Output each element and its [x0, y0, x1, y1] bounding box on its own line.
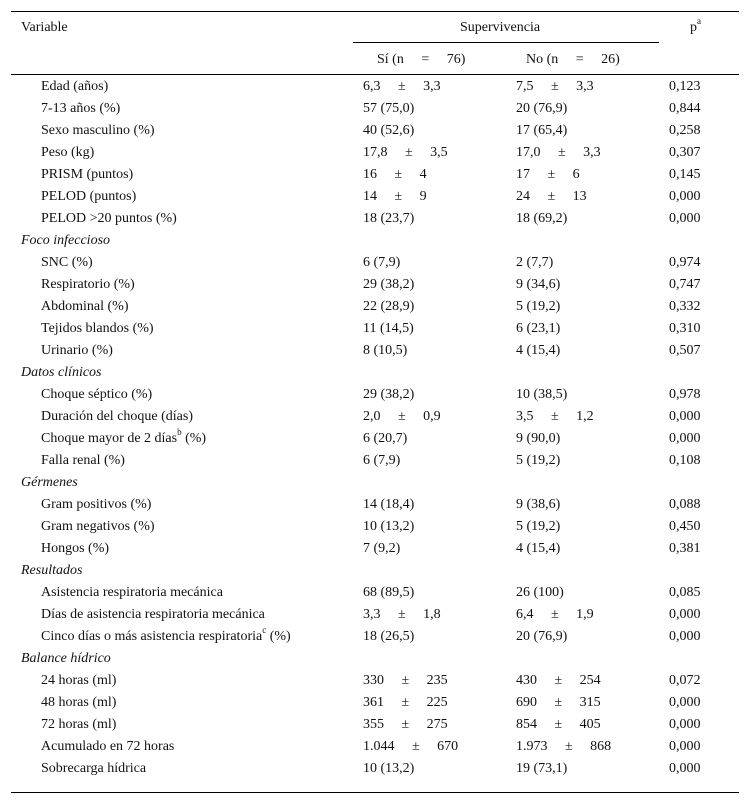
variable-text: Respiratorio (%): [41, 277, 135, 292]
table-row: [11, 692, 739, 714]
variable-text: Peso (kg): [41, 145, 95, 160]
value-si: 29 (38,2): [363, 277, 415, 292]
table-row: [11, 340, 739, 362]
variable-label: [41, 296, 128, 318]
table-row: [11, 428, 739, 450]
p-value: 0,978: [669, 387, 701, 402]
table-row: [11, 142, 739, 164]
value-no: 17 ± 6: [516, 167, 580, 182]
table-row: [11, 582, 739, 604]
value-no: 17,0 ± 3,3: [516, 145, 601, 160]
variable-text: Asistencia respiratoria mecánica: [41, 585, 223, 600]
table-row: [11, 252, 739, 274]
header-p: [690, 16, 701, 36]
variable-label: [41, 164, 133, 186]
table-row: [11, 274, 739, 296]
value-no: 1.973 ± 868: [516, 739, 612, 754]
table-row: [11, 164, 739, 186]
p-value: 0,000: [669, 739, 701, 754]
header-supervivencia: Supervivencia: [460, 20, 541, 35]
variable-text: PELOD >20 puntos (%): [41, 211, 177, 226]
table-row: [11, 538, 739, 560]
value-no: 4 (15,4): [516, 343, 561, 358]
p-value: 0,307: [669, 145, 701, 160]
p-value: 0,072: [669, 673, 701, 688]
value-si: 6 (7,9): [363, 255, 401, 270]
header-p-sup: a: [697, 16, 701, 27]
value-no: 9 (34,6): [516, 277, 561, 292]
value-si: 3,3 ± 1,8: [363, 607, 441, 622]
p-value: 0,000: [669, 695, 701, 710]
variable-label: [41, 626, 291, 648]
variable-label: [41, 384, 152, 406]
variable-text: Gram negativos (%): [41, 519, 155, 534]
table-row: [11, 98, 739, 120]
header-variable: Variable: [21, 20, 68, 35]
value-si: 57 (75,0): [363, 101, 415, 116]
p-value: 0,000: [669, 211, 701, 226]
variable-label: [41, 186, 136, 208]
variable-text: 48 horas (ml): [41, 695, 117, 710]
variable-label: [41, 538, 109, 560]
p-value: 0,747: [669, 277, 701, 292]
footnote-marker: b: [177, 427, 182, 438]
value-si: 8 (10,5): [363, 343, 408, 358]
value-no: 18 (69,2): [516, 211, 568, 226]
variable-label: [41, 714, 116, 736]
variable-text: Choque séptico (%): [41, 387, 153, 402]
value-si: 18 (23,7): [363, 211, 415, 226]
table-row: [11, 714, 739, 736]
variable-text: PELOD (puntos): [41, 189, 137, 204]
variable-text: PRISM (puntos): [41, 167, 134, 182]
p-value: 0,450: [669, 519, 701, 534]
variable-label: [41, 76, 108, 98]
section-label: Foco infeccioso: [21, 233, 111, 248]
variable-label: [41, 670, 116, 692]
variable-text: 24 horas (ml): [41, 673, 117, 688]
p-value: 0,000: [669, 607, 701, 622]
table-row: [11, 736, 739, 758]
value-si: 14 (18,4): [363, 497, 415, 512]
variable-text: Tejidos blandos (%): [41, 321, 154, 336]
variable-label: [41, 274, 135, 296]
variable-label: [41, 758, 146, 780]
variable-text: Sexo masculino (%): [41, 123, 155, 138]
table-row: [11, 758, 739, 780]
p-value: 0,000: [669, 761, 701, 776]
variable-label: [41, 494, 151, 516]
value-si: 1.044 ± 670: [363, 739, 459, 754]
variable-text: Acumulado en 72 horas: [41, 739, 175, 754]
header-si: Sí (n = 76): [377, 52, 466, 67]
value-no: 854 ± 405: [516, 717, 601, 732]
value-no: 5 (19,2): [516, 453, 561, 468]
variable-text: Hongos (%): [41, 541, 110, 556]
value-no: 20 (76,9): [516, 629, 568, 644]
table-row: [11, 494, 739, 516]
p-value: 0,145: [669, 167, 701, 182]
value-no: 6,4 ± 1,9: [516, 607, 594, 622]
value-no: 6 (23,1): [516, 321, 561, 336]
section-label: Gérmenes: [21, 475, 78, 490]
variable-label: [41, 736, 174, 758]
table-row: [11, 626, 739, 648]
section-row: [11, 362, 739, 384]
table-row: [11, 406, 739, 428]
p-value: 0,088: [669, 497, 701, 512]
value-no: 690 ± 315: [516, 695, 601, 710]
value-si: 68 (89,5): [363, 585, 415, 600]
variable-label: [41, 516, 155, 538]
value-si: 6 (20,7): [363, 431, 408, 446]
table-row: [11, 450, 739, 472]
value-si: 355 ± 275: [363, 717, 448, 732]
table-row: [11, 186, 739, 208]
p-value: 0,000: [669, 189, 701, 204]
variable-text: Cinco días o más asistencia respiratoria: [41, 629, 263, 644]
variable-text: Edad (años): [41, 79, 109, 94]
value-no: 9 (90,0): [516, 431, 561, 446]
variable-label: [41, 120, 155, 142]
table-row: [11, 516, 739, 538]
variable-text: Duración del choque (días): [41, 409, 193, 424]
value-no: 24 ± 13: [516, 189, 587, 204]
header-no: No (n = 26): [526, 52, 620, 67]
value-si: 6,3 ± 3,3: [363, 79, 441, 94]
p-value: 0,123: [669, 79, 701, 94]
value-no: 5 (19,2): [516, 299, 561, 314]
variable-label: [41, 692, 116, 714]
variable-text: Gram positivos (%): [41, 497, 152, 512]
p-value: 0,507: [669, 343, 701, 358]
variable-label: [41, 406, 193, 428]
value-si: 10 (13,2): [363, 761, 415, 776]
variable-text: Sobrecarga hídrica: [41, 761, 147, 776]
value-no: 4 (15,4): [516, 541, 561, 556]
value-si: 14 ± 9: [363, 189, 427, 204]
value-no: 2 (7,7): [516, 255, 554, 270]
variable-label: [41, 604, 265, 626]
table-row: [11, 604, 739, 626]
value-no: 3,5 ± 1,2: [516, 409, 594, 424]
table-row: [11, 208, 739, 230]
p-value: 0,000: [669, 629, 701, 644]
value-si: 6 (7,9): [363, 453, 401, 468]
variable-label: [41, 252, 93, 274]
p-value: 0,258: [669, 123, 701, 138]
value-si: 330 ± 235: [363, 673, 448, 688]
variable-text: Falla renal (%): [41, 453, 125, 468]
section-label: Datos clínicos: [21, 365, 102, 380]
section-label: Balance hídrico: [21, 651, 111, 666]
variable-label: [41, 318, 154, 340]
value-si: 11 (14,5): [363, 321, 414, 336]
section-label: Resultados: [21, 563, 83, 578]
value-si: 40 (52,6): [363, 123, 415, 138]
section-row: [11, 472, 739, 494]
value-no: 20 (76,9): [516, 101, 568, 116]
p-value: 0,381: [669, 541, 701, 556]
variable-label: [41, 450, 125, 472]
p-value: 0,332: [669, 299, 701, 314]
variable-text: Días de asistencia respiratoria mecánica: [41, 607, 265, 622]
value-si: 10 (13,2): [363, 519, 415, 534]
header-p-label: p: [690, 20, 697, 35]
table-row: [11, 670, 739, 692]
variable-label: [41, 428, 206, 450]
table-row: [11, 296, 739, 318]
p-value: 0,844: [669, 101, 701, 116]
value-si: 7 (9,2): [363, 541, 401, 556]
p-value: 0,310: [669, 321, 701, 336]
variable-suffix: (%): [181, 431, 207, 446]
value-si: 2,0 ± 0,9: [363, 409, 441, 424]
value-si: 16 ± 4: [363, 167, 427, 182]
table-row: [11, 120, 739, 142]
variable-label: [41, 142, 94, 164]
value-no: 10 (38,5): [516, 387, 568, 402]
p-value: 0,108: [669, 453, 701, 468]
value-no: 19 (73,1): [516, 761, 568, 776]
section-row: [11, 648, 739, 670]
footnote-marker: c: [262, 625, 267, 636]
value-no: 5 (19,2): [516, 519, 561, 534]
value-si: 17,8 ± 3,5: [363, 145, 448, 160]
variable-text: 7-13 años (%): [41, 101, 121, 116]
top-rule: [11, 11, 739, 12]
p-value: 0,000: [669, 431, 701, 446]
section-row: [11, 230, 739, 252]
p-value: 0,000: [669, 409, 701, 424]
value-no: 430 ± 254: [516, 673, 601, 688]
group-rule: [353, 42, 659, 43]
variable-label: [41, 208, 177, 230]
value-no: 9 (38,6): [516, 497, 561, 512]
p-value: 0,974: [669, 255, 701, 270]
section-row: [11, 560, 739, 582]
value-no: 26 (100): [516, 585, 564, 600]
table-row: [11, 76, 739, 98]
variable-text: SNC (%): [41, 255, 93, 270]
p-value: 0,085: [669, 585, 701, 600]
variable-text: Urinario (%): [41, 343, 113, 358]
variable-label: [41, 582, 223, 604]
table-row: [11, 318, 739, 340]
variable-text: Abdominal (%): [41, 299, 129, 314]
variable-text: 72 horas (ml): [41, 717, 117, 732]
value-si: 361 ± 225: [363, 695, 448, 710]
value-si: 22 (28,9): [363, 299, 415, 314]
bottom-rule: [11, 792, 739, 793]
variable-label: [41, 98, 120, 120]
value-si: 18 (26,5): [363, 629, 415, 644]
value-si: 29 (38,2): [363, 387, 415, 402]
table-row: [11, 384, 739, 406]
p-value: 0,000: [669, 717, 701, 732]
value-no: 7,5 ± 3,3: [516, 79, 594, 94]
header-rule: [11, 74, 739, 75]
value-no: 17 (65,4): [516, 123, 568, 138]
variable-text: Choque mayor de 2 días: [41, 431, 178, 446]
variable-label: [41, 340, 113, 362]
variable-suffix: (%): [266, 629, 291, 644]
